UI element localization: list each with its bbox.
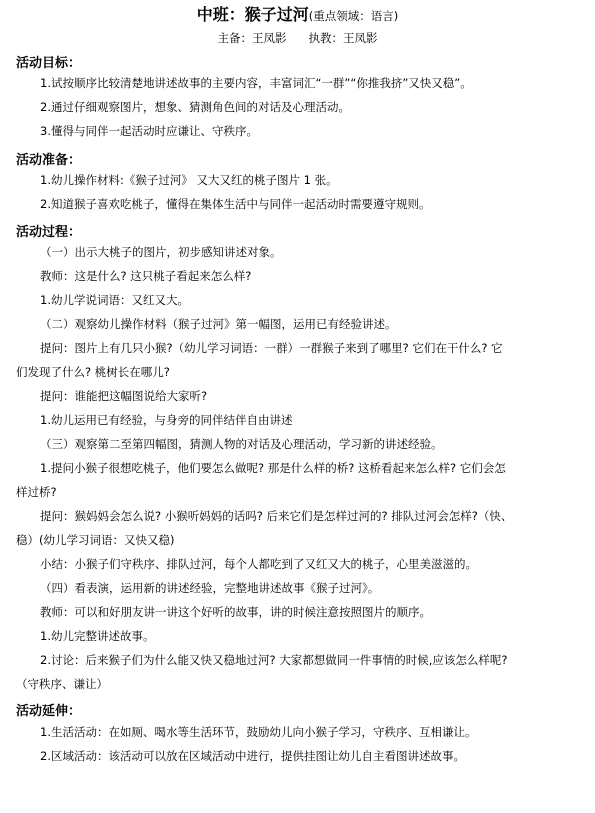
process-line-18: 2.讨论：后来猴子们为什么能又快又稳地过河? 大家都想做同一件事情的时候,应该怎么样呢? — [40, 653, 508, 667]
process-line-13: 稳）(幼儿学习词语：又快又稳) — [16, 533, 175, 547]
process-line-9: （三）观察第二至第四幅图，猜测人物的对话及心理活动，学习新的讲述经验。 — [40, 437, 443, 451]
process-line-15: （四）看表演，运用新的讲述经验，完整地讲述故事《猴子过河》。 — [40, 581, 380, 595]
extension-line-2: 2.区域活动：该活动可以放在区域活动中进行，提供挂图让幼儿自主看图讲述故事。 — [40, 749, 465, 763]
prep-line-1: 1.幼儿操作材料:《猴子过河》 又大又红的桃子图片 1 张。 — [40, 173, 338, 187]
byline-host: 主备：王凤影 — [217, 31, 287, 45]
process-line-1: （一）出示大桃子的图片，初步感知讲述对象。 — [40, 245, 282, 259]
byline — [0, 30, 595, 46]
process-line-11: 样过桥? — [16, 485, 57, 499]
process-line-4: （二）观察幼儿操作材料（猴子过河》第一幅图，运用已有经验讲述。 — [40, 317, 397, 331]
page-title — [0, 2, 595, 25]
process-line-5: 提问：图片上有几只小猴?（幼儿学习词语：一群）一群猴子来到了哪里? 它们在干什么? 它 — [40, 341, 503, 355]
extension-line-1: 1.生活活动：在如厕、喝水等生活环节，鼓励幼儿向小猴子学习，守秩序、互相谦让。 — [40, 725, 477, 739]
process-line-2: 教师：这是什么? 这只桃子看起来怎么样? — [40, 269, 252, 283]
section-heading-process: 活动过程： — [16, 225, 82, 240]
section-heading-goals: 活动目标： — [16, 56, 82, 71]
goals-line-3: 3.懂得与同伴一起活动时应谦让、守秩序。 — [40, 124, 258, 138]
title-subtitle: (重点领域：语言) — [308, 9, 399, 23]
process-line-16: 教师：可以和好朋友讲一讲这个好听的故事，讲的时候注意按照图片的顺序。 — [40, 605, 431, 619]
prep-line-2: 2.知道猴子喜欢吃桃子，懂得在集体生活中与同伴一起活动时需要遵守规则。 — [40, 197, 431, 211]
process-line-12: 提问：猴妈妈会怎么说? 小猴听妈妈的话吗? 后来它们是怎样过河的? 排队过河会怎样?（快、 — [40, 509, 513, 523]
process-line-7: 提问：谁能把这幅图说给大家听? — [40, 389, 208, 403]
byline-teacher: 执教：王凤影 — [308, 31, 378, 45]
goals-line-2: 2.通过仔细观察图片，想象、猜测角色间的对话及心理活动。 — [40, 100, 350, 114]
title-main: 中班：猴子过河 — [196, 5, 309, 24]
goals-line-1: 1.试按顺序比较清楚地讲述故事的主要内容，丰富词汇“一群”“你推我挤”又快又稳”。 — [40, 76, 472, 90]
process-line-8: 1.幼儿运用已有经验，与身旁的同伴结伴自由讲述 — [40, 413, 293, 427]
process-line-14: 小结：小猴子们守秩序、排队过河，每个人都吃到了又红又大的桃子，心里美滋滋的。 — [40, 557, 477, 571]
process-line-10: 1.提问小猴子很想吃桃子，他们要怎么做呢? 那是什么样的桥? 这桥看起来怎么样? 它们会怎 — [40, 461, 506, 475]
section-heading-prep: 活动准备： — [16, 153, 82, 168]
process-line-19: （守秩序、谦让） — [16, 677, 108, 691]
process-line-17: 1.幼儿完整讲述故事。 — [40, 629, 155, 643]
process-line-6: 们发现了什么? 桃树长在哪儿? — [16, 365, 170, 379]
process-line-3: 1.幼儿学说词语：又红又大。 — [40, 293, 189, 307]
section-heading-extension: 活动延伸： — [16, 704, 82, 719]
